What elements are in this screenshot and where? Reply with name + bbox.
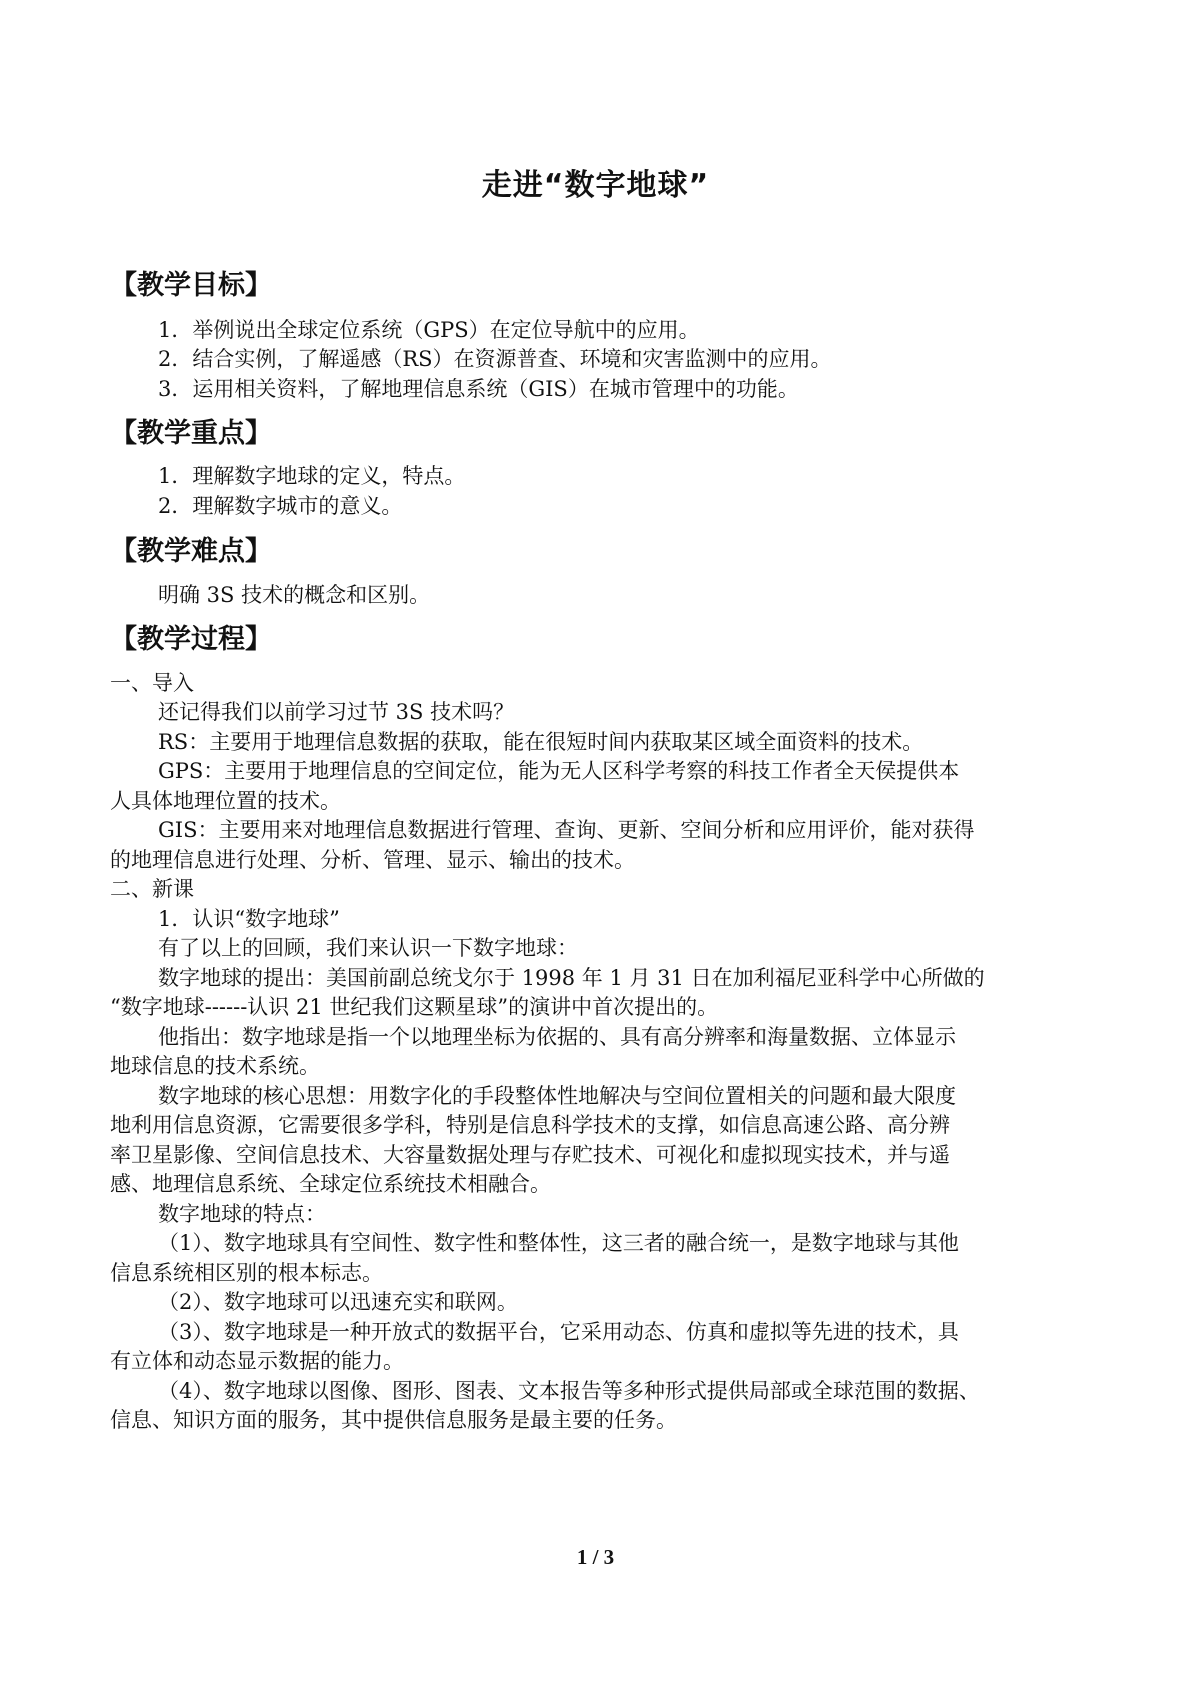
- paragraph-cont: “数字地球------认识 21 世纪我们这颗星球”的演讲中首次提出的。: [110, 995, 719, 1019]
- page-title: 走进“数字地球”: [481, 168, 710, 203]
- feature-item: （4）、数字地球以图像、图形、图表、文本报告等多种形式提供局部或全球范围的数据、: [158, 1379, 980, 1403]
- paragraph: 数字地球的特点：: [158, 1202, 326, 1226]
- paragraph: 数字地球的核心思想：用数字化的手段整体性地解决与空间位置相关的问题和最大限度: [158, 1084, 956, 1108]
- paragraph-cont: 率卫星影像、空间信息技术、大容量数据处理与存贮技术、可视化和虚拟现实技术，并与遥: [110, 1143, 950, 1167]
- section-label-intro: 一、导入: [110, 671, 194, 695]
- feature-item-cont: 信息系统相区别的根本标志。: [110, 1261, 383, 1285]
- heading-key-points: 【教学重点】: [110, 418, 272, 449]
- feature-item: （2）、数字地球可以迅速充实和联网。: [158, 1290, 518, 1314]
- feature-item: （3）、数字地球是一种开放式的数据平台，它采用动态、仿真和虚拟等先进的技术，具: [158, 1320, 959, 1344]
- paragraph: 他指出：数字地球是指一个以地理坐标为依据的、具有高分辨率和海量数据、立体显示: [158, 1025, 956, 1049]
- intro-gis: GIS：主要用来对地理信息数据进行管理、查询、更新、空间分析和应用评价，能对获得: [158, 818, 975, 842]
- paragraph: 数字地球的提出：美国前副总统戈尔于 1998 年 1 月 31 日在加利福尼亚科学中心所做的: [158, 966, 985, 990]
- key-point-item: 2．理解数字城市的意义。: [158, 494, 403, 518]
- feature-item: （1）、数字地球具有空间性、数字性和整体性，这三者的融合统一，是数字地球与其他: [158, 1231, 959, 1255]
- feature-item-cont: 有立体和动态显示数据的能力。: [110, 1349, 404, 1373]
- page-number: 1 / 3: [576, 1545, 615, 1569]
- heading-process: 【教学过程】: [110, 624, 272, 655]
- paragraph-cont: 地球信息的技术系统。: [110, 1054, 320, 1078]
- feature-item-cont: 信息、知识方面的服务，其中提供信息服务是最主要的任务。: [110, 1408, 677, 1432]
- paragraph-cont: 地利用信息资源，它需要很多学科，特别是信息科学技术的支撑，如信息高速公路、高分辨: [110, 1113, 950, 1137]
- subheading-digital-earth: 1．认识“数字地球”: [158, 907, 340, 931]
- key-point-item: 1．理解数字地球的定义，特点。: [158, 464, 466, 488]
- heading-goals: 【教学目标】: [110, 270, 272, 301]
- intro-rs: RS：主要用于地理信息数据的获取，能在很短时间内获取某区域全面资料的技术。: [158, 730, 924, 754]
- intro-gps: GPS：主要用于地理信息的空间定位，能为无人区科学考察的科技工作者全天侯提供本: [158, 759, 960, 783]
- goal-item: 1．举例说出全球定位系统（GPS）在定位导航中的应用。: [158, 318, 700, 342]
- paragraph-cont: 感、地理信息系统、全球定位系统技术相融合。: [110, 1172, 551, 1196]
- intro-question: 还记得我们以前学习过节 3S 技术吗？: [158, 700, 515, 724]
- intro-gps-cont: 人具体地理位置的技术。: [110, 789, 341, 813]
- heading-difficulties: 【教学难点】: [110, 536, 272, 567]
- difficulty-text: 明确 3S 技术的概念和区别。: [158, 583, 431, 607]
- paragraph: 有了以上的回顾，我们来认识一下数字地球：: [158, 936, 578, 960]
- section-label-new-lesson: 二、新课: [110, 877, 194, 901]
- intro-gis-cont: 的地理信息进行处理、分析、管理、显示、输出的技术。: [110, 848, 635, 872]
- goal-item: 3．运用相关资料，了解地理信息系统（GIS）在城市管理中的功能。: [158, 377, 799, 401]
- goal-item: 2．结合实例，了解遥感（RS）在资源普查、环境和灾害监测中的应用。: [158, 347, 832, 371]
